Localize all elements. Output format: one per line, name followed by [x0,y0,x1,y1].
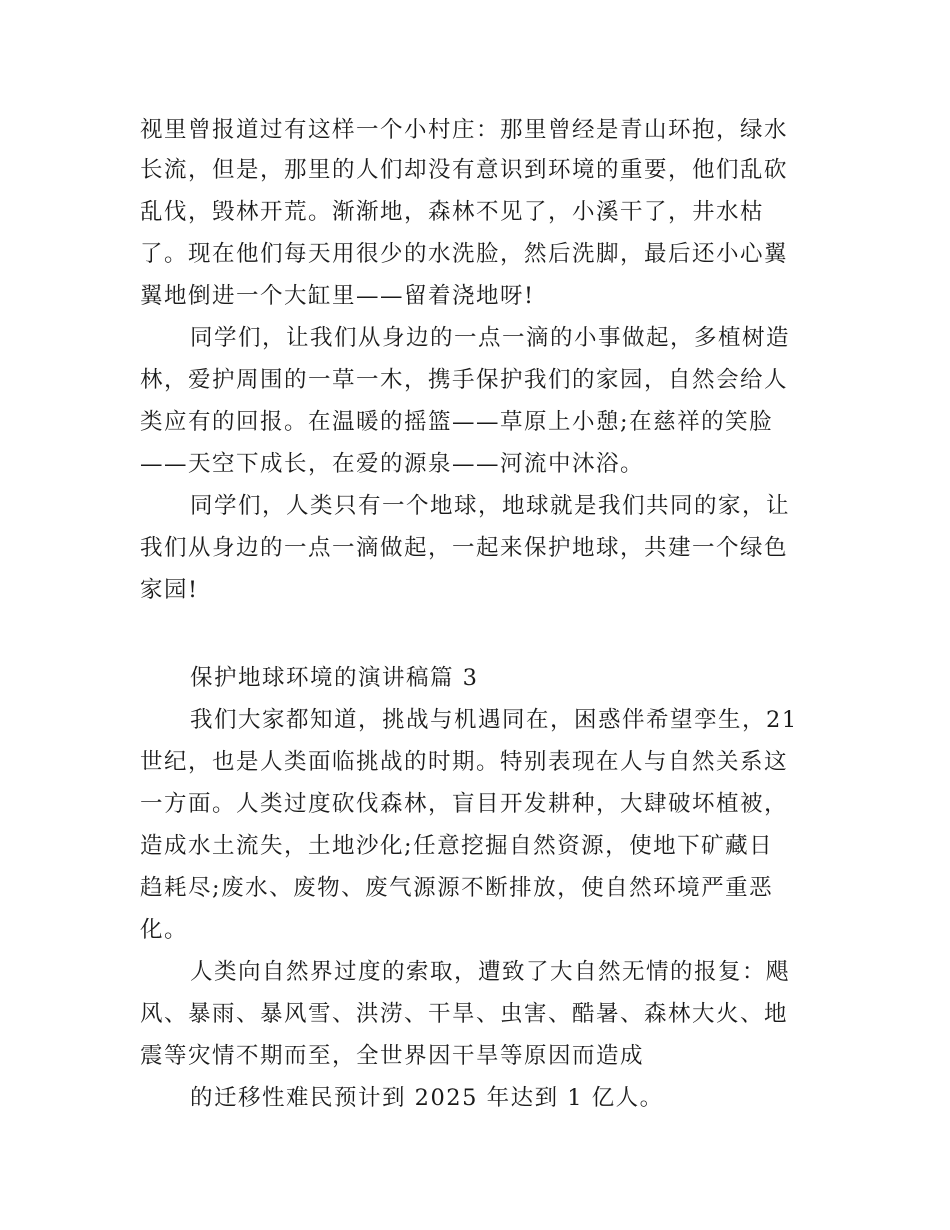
paragraph-line: 同学们，人类只有一个地球，地球就是我们共同的家，让 [190,493,791,519]
paragraph-line: 我们从身边的一点一滴做起，一起来保护地球，共建一个绿色 [140,535,789,561]
paragraph-line: 了。现在他们每天用很少的水洗脸，然后洗脚，最后还小心翼 [140,241,789,267]
paragraph-line: 世纪，也是人类面临挑战的时期。特别表现在人与自然关系这 [140,749,789,775]
paragraph-line: 林，爱护周围的一草一木，携手保护我们的家园，自然会给人 [140,367,789,393]
paragraph-line: 一方面。人类过度砍伐森林，盲目开发耕种，大肆破坏植被， [140,791,789,817]
paragraph-line: 长流，但是，那里的人们却没有意识到环境的重要，他们乱砍 [140,157,789,183]
paragraph-line: 人类向自然界过度的索取，遭致了大自然无情的报复：飓 [190,959,791,985]
paragraph-line: 造成水土流失，土地沙化;任意挖掘自然资源，使地下矿藏日 [140,833,774,859]
paragraph-line: 视里曾报道过有这样一个小村庄：那里曾经是青山环抱，绿水 [140,117,789,143]
paragraph-line: 家园! [140,577,199,603]
paragraph-line: 翼地倒进一个大缸里——留着浇地呀! [140,283,535,309]
paragraph-line: 同学们，让我们从身边的一点一滴的小事做起，多植树造 [190,325,791,351]
paragraph-line: 类应有的回报。在温暖的摇篮——草原上小憩;在慈祥的笑脸 [140,409,774,435]
paragraph-line: 风、暴雨、暴风雪、洪涝、干旱、虫害、酷暑、森林大火、地 [140,1001,789,1027]
section-heading: 保护地球环境的演讲稿篇 3 [190,665,479,691]
paragraph-line: 的迁移性难民预计到 2025 年达到 1 亿人。 [190,1085,664,1111]
paragraph-line: ——天空下成长，在爱的源泉——河流中沐浴。 [140,451,645,477]
paragraph-line: 我们大家都知道，挑战与机遇同在，困惑伴希望孪生，21 [190,707,798,733]
paragraph-line: 乱伐，毁林开荒。渐渐地，森林不见了，小溪干了，井水枯 [140,199,765,225]
paragraph-line: 化。 [140,917,189,943]
paragraph-line: 趋耗尽;废水、废物、废气源源不断排放，使自然环境严重恶 [140,875,774,901]
paragraph-line: 震等灾情不期而至，全世界因干旱等原因而造成 [140,1043,645,1069]
